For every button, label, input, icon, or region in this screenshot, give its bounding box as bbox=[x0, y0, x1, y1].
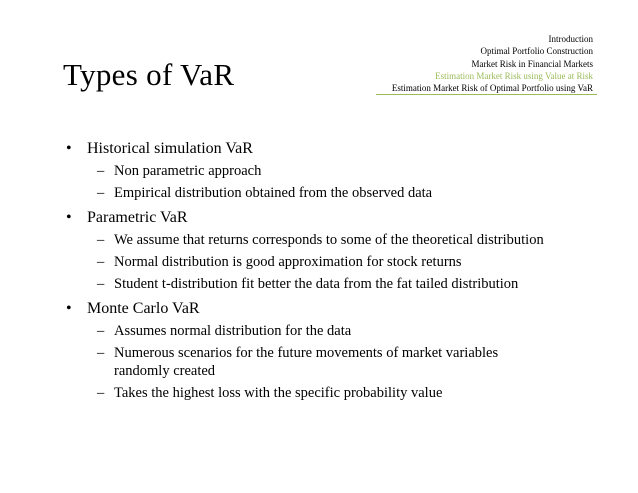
group-historical bbox=[66, 137, 606, 202]
nav-item-optimal-portfolio-construction[interactable]: Optimal Portfolio Construction bbox=[480, 46, 593, 57]
dash-marker: – bbox=[97, 345, 105, 361]
sub-item-text: Numerous scenarios for the future movements of market variables randomly created bbox=[114, 345, 499, 379]
sub-item bbox=[66, 231, 606, 249]
sub-list bbox=[66, 162, 606, 202]
bullet-item bbox=[66, 297, 606, 320]
sub-item-text: Takes the highest loss with the specific probability value bbox=[114, 385, 443, 401]
dash-marker: – bbox=[97, 276, 105, 292]
bullet-item bbox=[66, 137, 606, 160]
dash-marker: – bbox=[97, 254, 105, 270]
bullet-marker: • bbox=[66, 140, 72, 157]
nav-item-introduction[interactable]: Introduction bbox=[548, 34, 593, 44]
sub-item bbox=[66, 253, 606, 271]
dash-marker: – bbox=[97, 232, 105, 248]
sub-list bbox=[66, 231, 606, 293]
dash-marker: – bbox=[97, 385, 105, 401]
sub-item bbox=[66, 384, 606, 402]
nav-item-estimation-optimal-portfolio-var[interactable]: Estimation Market Risk of Optimal Portfolio using VaR bbox=[391, 83, 593, 94]
sub-item-text: We assume that returns corresponds to some of the theoretical distribution bbox=[114, 232, 544, 248]
nav-current-underline bbox=[376, 94, 597, 95]
slide-content bbox=[66, 137, 606, 406]
bullet-item bbox=[66, 206, 606, 229]
bullet-text: Monte Carlo VaR bbox=[87, 300, 200, 317]
sub-item bbox=[66, 184, 606, 202]
sub-item-text: Empirical distribution obtained from the observed data bbox=[114, 185, 433, 201]
sub-item bbox=[66, 322, 606, 340]
bullet-marker: • bbox=[66, 300, 72, 317]
sub-item bbox=[66, 344, 554, 380]
sub-item-text: Non parametric approach bbox=[114, 163, 262, 179]
nav-item-market-risk[interactable]: Market Risk in Financial Markets bbox=[471, 58, 593, 69]
section-navigation bbox=[392, 33, 593, 94]
group-monte-carlo bbox=[66, 297, 606, 402]
dash-marker: – bbox=[97, 185, 105, 201]
sub-item-text: Normal distribution is good approximation for stock returns bbox=[114, 254, 462, 270]
dash-marker: – bbox=[97, 323, 105, 339]
nav-item-estimation-var-current[interactable]: Estimation Market Risk using Value at Risk bbox=[435, 70, 593, 81]
slide-title: Types of VaR bbox=[63, 57, 235, 92]
sub-item-text: Assumes normal distribution for the data bbox=[114, 323, 352, 339]
sub-item bbox=[66, 162, 606, 180]
bullet-marker: • bbox=[66, 209, 72, 226]
bullet-text: Historical simulation VaR bbox=[87, 140, 253, 157]
sub-item-text: Student t-distribution fit better the data from the fat tailed distribution bbox=[114, 276, 519, 292]
dash-marker: – bbox=[97, 163, 105, 179]
group-parametric bbox=[66, 206, 606, 293]
sub-item bbox=[66, 275, 606, 293]
sub-list bbox=[66, 322, 606, 402]
bullet-text: Parametric VaR bbox=[87, 209, 188, 226]
